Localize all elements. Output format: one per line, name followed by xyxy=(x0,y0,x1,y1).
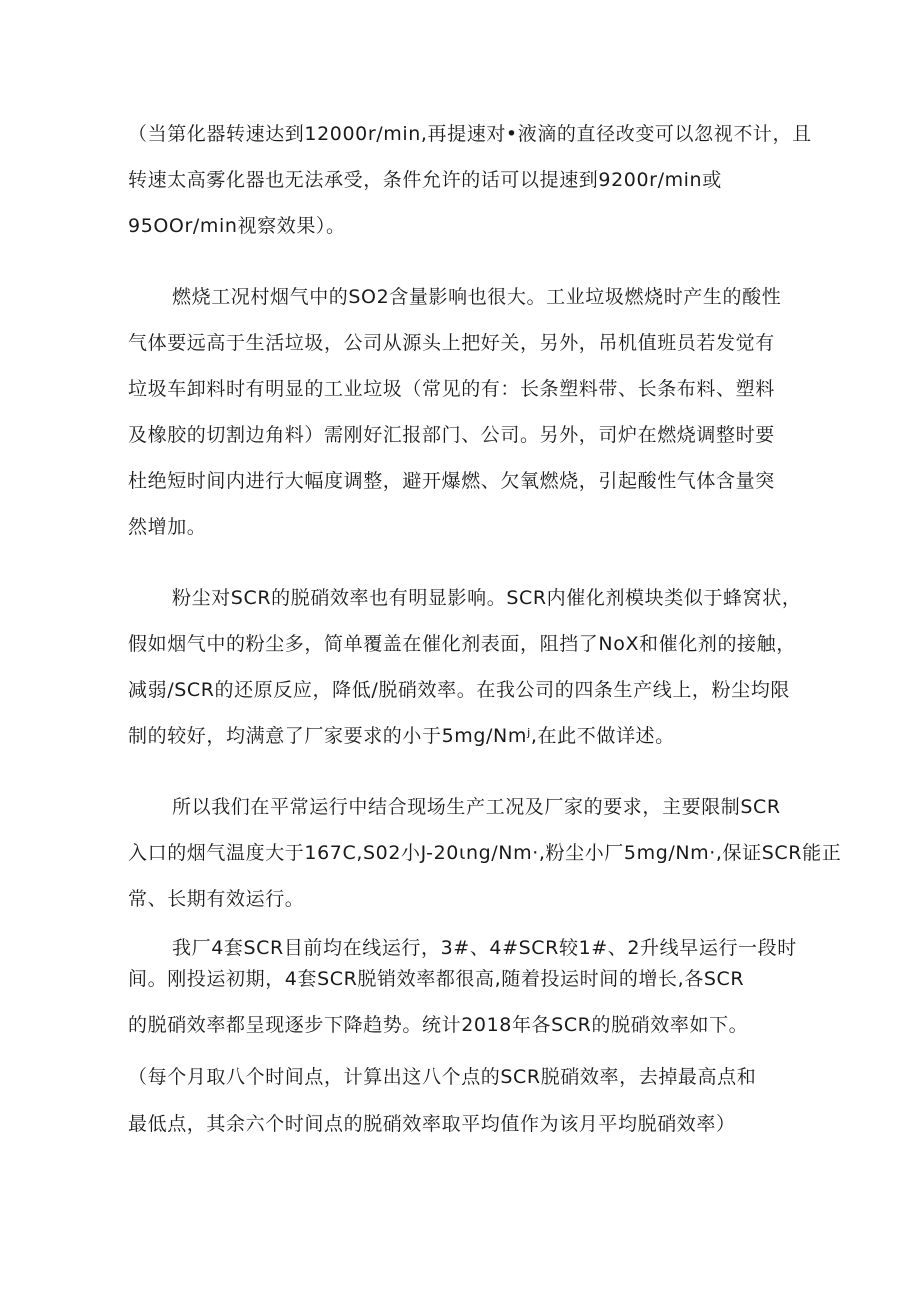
text-line-3: 95OOr/min视察效果）。 xyxy=(128,215,346,237)
text-line-17: 我厂4套SCR目前均在线运行，3#、4#SCR较1#、2升线早运行一段时 xyxy=(172,937,797,959)
text-line-16: 常、长期有效运行。 xyxy=(128,888,305,910)
text-line-8: 杜绝短时间内进行大幅度调整，避开爆燃、欠氧燃烧，引起酸性气体含量突 xyxy=(128,470,775,492)
text-line-9: 然增加。 xyxy=(128,516,207,538)
text-line-6: 垃圾车卸料时有明显的工业垃圾（常见的有：长条塑料带、长条布料、塑料 xyxy=(128,378,775,400)
text-line-20: （每个月取八个时间点，计算出这八个点的SCR脱硝效率，去掉最高点和 xyxy=(128,1066,757,1088)
text-line-7: 及橡胶的切割边角料）需刚好汇报部门、公司。另外，司炉在燃烧调整时要 xyxy=(128,424,775,446)
text-line-18: 间。刚投运初期，4套SCR脱销效率都很高,随着投运时间的增长,各SCR xyxy=(128,968,745,990)
text-line-2: 转速太高雾化器也无法承受，条件允许的话可以提速到9200r/min或 xyxy=(128,169,722,191)
text-line-12: 减弱/SCR的还原反应，降低/脱硝效率。在我公司的四条生产线上，粉尘均限 xyxy=(128,679,790,701)
text-line-13: 制的较好，均满意了厂家要求的小于5mg/Nmʲ,在此不做详述。 xyxy=(128,725,675,747)
text-line-10: 粉尘对SCR的脱硝效率也有明显影响。SCR内催化剂模块类似于蜂窝状， xyxy=(172,587,802,609)
text-line-14: 所以我们在平常运行中结合现场生产工况及厂家的要求，主要限制SCR xyxy=(172,796,781,818)
text-line-15: 入口的烟气温度大于167C,S02小J-20ιng/Nm·,粉尘小厂5mg/Nm·,保证SCR能正 xyxy=(128,842,842,864)
text-line-5: 气体要远高于生活垃圾，公司从源头上把好关，另外，吊机值班员若发觉有 xyxy=(128,332,775,354)
text-line-4: 燃烧工况村烟气中的SO2含量影响也很大。工业垃圾燃烧时产生的酸性 xyxy=(172,286,782,308)
text-line-19: 的脱硝效率都呈现逐步下降趋势。统计2018年各SCR的脱硝效率如下。 xyxy=(128,1014,749,1036)
text-line-21: 最低点，其余六个时间点的脱硝效率取平均值作为该月平均脱硝效率） xyxy=(128,1113,736,1135)
text-line-1: （当第化器转速达到12000r/min,再提速对•液滴的直径改变可以忽视不计，且 xyxy=(128,123,812,145)
text-line-11: 假如烟气中的粉尘多，简单覆盖在催化剂表面，阻挡了NoX和催化剂的接触， xyxy=(128,633,796,655)
